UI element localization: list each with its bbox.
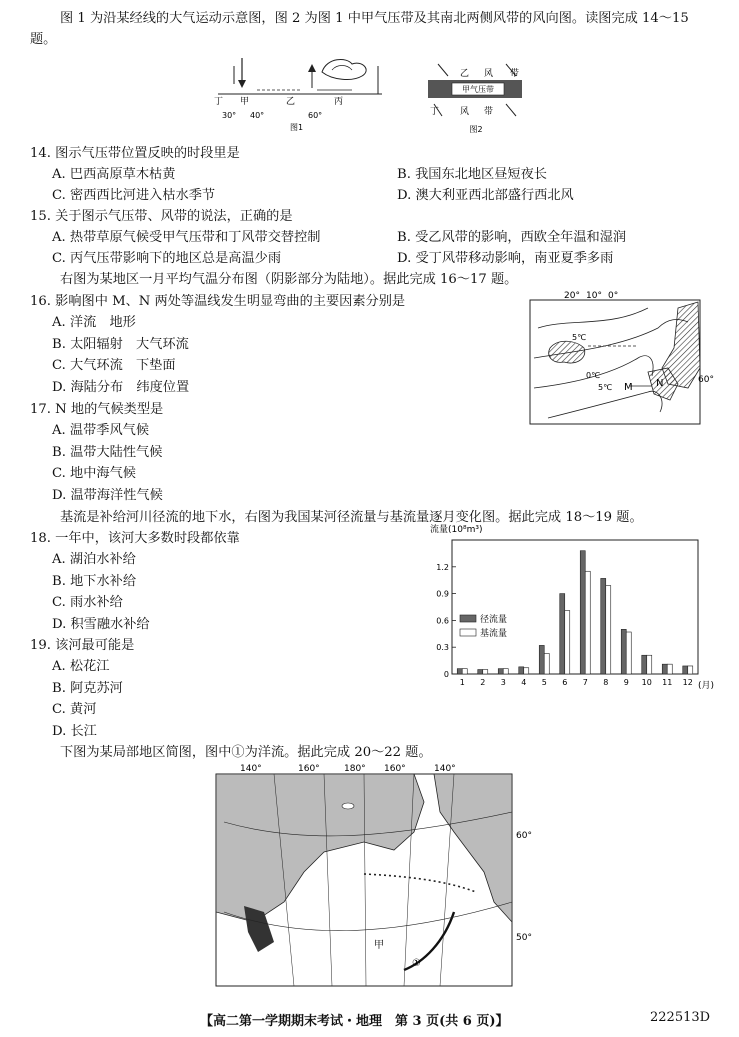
temperature-map xyxy=(528,288,720,428)
q15-option-c[interactable]: C. 丙气压带影响下的地区总是高温少雨 xyxy=(52,251,282,266)
regional-map xyxy=(214,762,534,990)
x-tick-label: 4 xyxy=(521,678,527,687)
bar-runoff xyxy=(560,594,565,674)
map2-lon-5: 140° xyxy=(434,764,456,774)
map1-point-m: M xyxy=(624,382,633,393)
q19-option-d[interactable]: D. 长江 xyxy=(52,724,97,739)
q14-option-c[interactable]: C. 密西西比河进入枯水季节 xyxy=(52,188,216,203)
fig2-top-3: 带 xyxy=(510,69,520,79)
bar-runoff xyxy=(642,655,647,674)
bar-baseflow xyxy=(462,669,467,674)
fig2-caption: 图2 xyxy=(469,125,483,134)
bar-runoff xyxy=(539,645,544,674)
fig2-top-1: 乙 xyxy=(460,69,470,79)
map2-lon-3: 180° xyxy=(344,764,366,774)
map1-iso-5-north: 5℃ xyxy=(572,333,587,342)
q18-option-d[interactable]: D. 积雪融水补给 xyxy=(52,617,150,632)
x-tick-label: 11 xyxy=(662,678,673,687)
q18-option-b[interactable]: B. 地下水补给 xyxy=(52,574,137,589)
map1-iso-0: 0℃ xyxy=(586,371,601,380)
fig1-lat-40: 40° xyxy=(250,111,265,120)
fig1-caption: 图1 xyxy=(290,123,304,132)
bar-baseflow xyxy=(565,611,570,674)
figure-2-wind-belts xyxy=(426,56,526,136)
y-tick-label: 0.9 xyxy=(436,589,449,599)
bar-baseflow xyxy=(483,670,488,674)
q18-stem: 18. 一年中，该河大多数时段都依靠 xyxy=(30,531,240,546)
q19-stem: 19. 该河最可能是 xyxy=(30,638,135,653)
x-tick-label: 12 xyxy=(682,678,693,687)
x-tick-label: 1 xyxy=(459,678,465,687)
q19-option-c[interactable]: C. 黄河 xyxy=(52,702,97,717)
bar-runoff xyxy=(457,669,462,674)
x-tick-label: 9 xyxy=(623,678,629,687)
fig2-bottom-1: 丁 xyxy=(430,107,440,117)
legend-label-runoff: 径流量 xyxy=(480,615,508,625)
q14-option-b[interactable]: B. 我国东北地区昼短夜长 xyxy=(397,167,547,182)
map2-lat-50: 50° xyxy=(516,933,532,943)
q14-option-a[interactable]: A. 巴西高原草木枯黄 xyxy=(52,167,176,182)
q17-stem: 17. N 地的气候类型是 xyxy=(30,402,164,417)
bar-baseflow xyxy=(503,669,508,674)
bar-runoff xyxy=(662,664,667,674)
bar-baseflow xyxy=(585,571,590,674)
fig2-bottom-3: 带 xyxy=(484,107,494,117)
q17-option-d[interactable]: D. 温带海洋性气候 xyxy=(52,488,163,503)
fig2-top-2: 风 xyxy=(484,69,494,79)
q17-option-b[interactable]: B. 温带大陆性气候 xyxy=(52,445,163,460)
y-tick-label: 0 xyxy=(443,670,449,679)
intro-20-22: 下图为某局部地区简图，图中①为洋流。据此完成 20～22 题。 xyxy=(60,745,432,760)
y-tick-label: 1.2 xyxy=(436,562,449,572)
fig1-label-bing: 丙 xyxy=(334,97,344,107)
fig2-bottom-2: 风 xyxy=(460,107,470,117)
chart-y-label: 流量(10⁸m³) xyxy=(430,525,483,535)
bar-baseflow xyxy=(524,668,529,674)
y-tick-label: 0.6 xyxy=(436,616,449,626)
bar-baseflow xyxy=(667,664,672,674)
q16-option-c[interactable]: C. 大气环流 下垫面 xyxy=(52,358,176,373)
map1-lon-0: 0° xyxy=(608,291,619,301)
q14-option-d[interactable]: D. 澳大利亚西北部盛行西北风 xyxy=(397,188,574,203)
q15-option-b[interactable]: B. 受乙风带的影响，西欧全年温和湿润 xyxy=(397,230,627,245)
x-tick-label: 7 xyxy=(582,678,588,687)
page-footer: 【高二第一学期期末考试・地理 第 3 页(共 6 页)】 xyxy=(200,1014,509,1029)
q18-option-a[interactable]: A. 湖泊水补给 xyxy=(52,552,136,567)
bar-baseflow xyxy=(647,655,652,674)
paper-code: 222513D xyxy=(650,1010,711,1025)
bar-runoff xyxy=(498,669,503,674)
q18-option-c[interactable]: C. 雨水补给 xyxy=(52,595,123,610)
legend-swatch-runoff xyxy=(460,615,476,622)
map1-lon-20: 20° xyxy=(564,291,580,301)
map1-lat-60: 60° xyxy=(698,375,714,385)
q16-option-a[interactable]: A. 洋流 地形 xyxy=(52,315,136,330)
x-tick-label: 5 xyxy=(541,678,547,687)
map2-label-jia: 甲 xyxy=(374,940,384,951)
q15-stem: 15. 关于图示气压带、风带的说法，正确的是 xyxy=(30,209,293,224)
bar-runoff xyxy=(621,629,626,674)
x-tick-label: 3 xyxy=(500,678,506,687)
q16-stem: 16. 影响图中 M、N 两处等温线发生明显弯曲的主要因素分别是 xyxy=(30,294,406,309)
bar-baseflow xyxy=(626,632,631,674)
fig1-lat-30: 30° xyxy=(222,111,237,120)
q15-option-a[interactable]: A. 热带草原气候受甲气压带和丁风带交替控制 xyxy=(52,230,321,245)
fig1-label-ding: 丁 xyxy=(214,97,224,107)
intro-16-17: 右图为某地区一月平均气温分布图（阴影部分为陆地）。据此完成 16～17 题。 xyxy=(60,272,518,287)
q19-option-a[interactable]: A. 松花江 xyxy=(52,659,110,674)
legend-label-baseflow: 基流量 xyxy=(480,629,508,639)
fig1-lat-60: 60° xyxy=(308,111,323,120)
q17-option-c[interactable]: C. 地中海气候 xyxy=(52,466,136,481)
q14-stem: 14. 图示气压带位置反映的时段里是 xyxy=(30,146,240,161)
map2-lon-2: 160° xyxy=(298,764,320,774)
map1-point-n: N xyxy=(656,378,664,389)
x-tick-label: 2 xyxy=(480,678,486,687)
bar-runoff xyxy=(519,667,524,674)
map2-lat-60: 60° xyxy=(516,831,532,841)
bar-baseflow xyxy=(688,666,693,674)
legend-swatch-baseflow xyxy=(460,629,476,636)
chart-x-label: (月) xyxy=(698,681,715,691)
figure-1-atmospheric-circulation xyxy=(212,52,392,134)
intro-14-15: 图 1 为沿某经线的大气运动示意图，图 2 为图 1 中甲气压带及其南北两侧风带的风向图。读图完成 14～15 题。 xyxy=(30,11,689,47)
q16-option-d[interactable]: D. 海陆分布 纬度位置 xyxy=(52,380,190,395)
bar-runoff xyxy=(580,551,585,674)
map1-iso-5-south: 5℃ xyxy=(598,383,613,392)
y-tick-label: 0.3 xyxy=(436,643,449,653)
bar-runoff xyxy=(683,666,688,674)
q17-option-a[interactable]: A. 温带季风气候 xyxy=(52,423,150,438)
q19-option-b[interactable]: B. 阿克苏河 xyxy=(52,681,123,696)
fig1-label-yi: 乙 xyxy=(286,97,296,107)
bar-baseflow xyxy=(606,586,611,674)
map2-lon-1: 140° xyxy=(240,764,262,774)
fig1-label-jia: 甲 xyxy=(240,97,250,107)
x-tick-label: 10 xyxy=(641,678,652,687)
x-tick-label: 8 xyxy=(603,678,609,687)
map2-lon-4: 160° xyxy=(384,764,406,774)
intro-18-19: 基流是补给河川径流的地下水，右图为我国某河径流量与基流量逐月变化图。据此完成 18～19 题。 xyxy=(60,510,643,525)
bar-baseflow xyxy=(544,653,549,674)
flow-bar-chart xyxy=(428,522,718,694)
map2-label-current-1: ① xyxy=(412,958,421,969)
q16-option-b[interactable]: B. 太阳辐射 大气环流 xyxy=(52,337,189,352)
q15-option-d[interactable]: D. 受丁风带移动影响，南亚夏季多雨 xyxy=(397,251,614,266)
x-tick-label: 6 xyxy=(562,678,568,687)
bar-runoff xyxy=(601,578,606,674)
map1-lon-10: 10° xyxy=(586,291,602,301)
bar-runoff xyxy=(478,670,483,674)
fig2-band-label: 甲气压带 xyxy=(462,85,494,94)
